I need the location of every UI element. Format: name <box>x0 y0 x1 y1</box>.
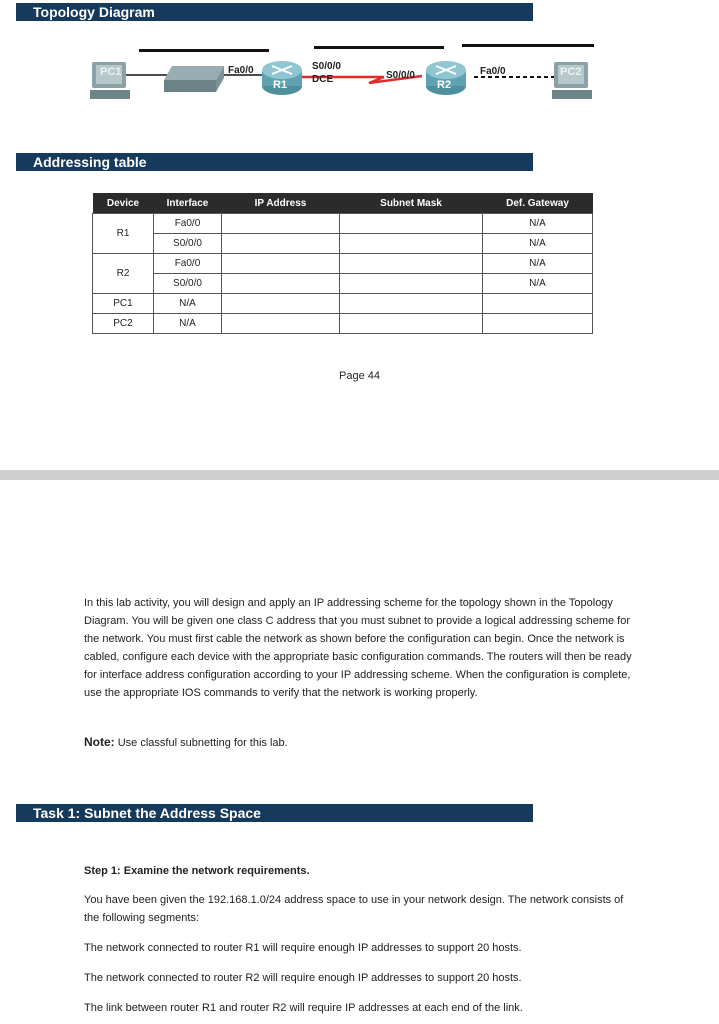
page-divider <box>0 470 719 480</box>
r1-label: R1 <box>273 79 288 91</box>
ip-cell[interactable] <box>222 254 340 274</box>
addressing-table <box>92 193 593 334</box>
task1-header: Task 1: Subnet the Address Space <box>16 804 533 822</box>
addressing-header: Addressing table <box>16 153 533 171</box>
mask-cell[interactable] <box>340 254 483 274</box>
r1-serial-label: S0/0/0 <box>312 61 341 72</box>
interface-cell: S0/0/0 <box>154 234 222 254</box>
note-label: Note: <box>84 735 115 749</box>
dce-label: DCE <box>312 74 334 85</box>
answer-line-2 <box>314 46 444 49</box>
segment-1: The network connected to router R1 will require enough IP addresses to support 20 hosts. <box>84 942 522 954</box>
device-cell: PC2 <box>93 314 154 334</box>
col-interface: Interface <box>154 193 222 214</box>
mask-cell[interactable] <box>340 294 483 314</box>
segment-2: The network connected to router R2 will require enough IP addresses to support 20 hosts. <box>84 972 522 984</box>
interface-cell: S0/0/0 <box>154 274 222 294</box>
r2-fa-label: Fa0/0 <box>480 66 506 77</box>
table-row <box>93 314 593 334</box>
intro-paragraph: In this lab activity, you will design and apply an IP addressing scheme for the topology shown in the Topology Diagram. You will be given one class C address that you must subnet to provide a logical addressing scheme for the network. You must first cable the network as shown before the configuration can begin. Once the network is cabled, configure each device with the appropriate basic configuration commands. The routers will then be ready for interface address configuration according to your IP addressing scheme. When the configuration is complete, use the appropriate IOS commands to verify that the network is working properly. <box>84 597 632 699</box>
step1-paragraph: You have been given the 192.168.1.0/24 address space to use in your network design. The network consists of the following segments: <box>84 894 624 924</box>
ip-cell[interactable] <box>222 234 340 254</box>
ip-cell[interactable] <box>222 214 340 234</box>
gateway-cell[interactable] <box>483 294 593 314</box>
interface-cell: N/A <box>154 294 222 314</box>
answer-line-1 <box>139 49 269 52</box>
topology-diagram <box>84 38 614 108</box>
table-row <box>93 274 593 294</box>
device-cell: PC1 <box>93 294 154 314</box>
r2-serial-label: S0/0/0 <box>386 70 415 81</box>
gateway-cell: N/A <box>483 234 593 254</box>
step1-heading: Step 1: Examine the network requirements. <box>84 865 310 877</box>
interface-cell: N/A <box>154 314 222 334</box>
gateway-cell: N/A <box>483 214 593 234</box>
col-device: Device <box>93 193 154 214</box>
gateway-cell: N/A <box>483 274 593 294</box>
col-ip-address: IP Address <box>222 193 340 214</box>
gateway-cell: N/A <box>483 254 593 274</box>
r2-label: R2 <box>437 79 452 91</box>
col-subnet-mask: Subnet Mask <box>340 193 483 214</box>
interface-cell: Fa0/0 <box>154 254 222 274</box>
mask-cell[interactable] <box>340 314 483 334</box>
table-row <box>93 214 593 234</box>
table-row <box>93 254 593 274</box>
answer-line-3 <box>462 44 594 47</box>
device-cell: R2 <box>93 254 154 294</box>
table-header-row <box>93 193 593 214</box>
mask-cell[interactable] <box>340 274 483 294</box>
mask-cell[interactable] <box>340 234 483 254</box>
ip-cell[interactable] <box>222 314 340 334</box>
device-cell: R1 <box>93 214 154 254</box>
page-number: Page 44 <box>339 370 380 382</box>
mask-cell[interactable] <box>340 214 483 234</box>
note-paragraph <box>84 733 639 752</box>
pc2-label: PC2 <box>560 66 582 78</box>
pc1-label: PC1 <box>100 66 122 78</box>
ip-cell[interactable] <box>222 274 340 294</box>
r1-fa-label: Fa0/0 <box>228 65 254 76</box>
table-row <box>93 294 593 314</box>
ip-cell[interactable] <box>222 294 340 314</box>
gateway-cell[interactable] <box>483 314 593 334</box>
table-row <box>93 234 593 254</box>
switch-icon <box>164 66 224 92</box>
col-default-gateway: Def. Gateway <box>483 193 593 214</box>
topology-header: Topology Diagram <box>16 3 533 21</box>
note-text: Use classful subnetting for this lab. <box>117 737 288 749</box>
segment-3: The link between router R1 and router R2 will require IP addresses at each end of the link. <box>84 1002 523 1014</box>
interface-cell: Fa0/0 <box>154 214 222 234</box>
